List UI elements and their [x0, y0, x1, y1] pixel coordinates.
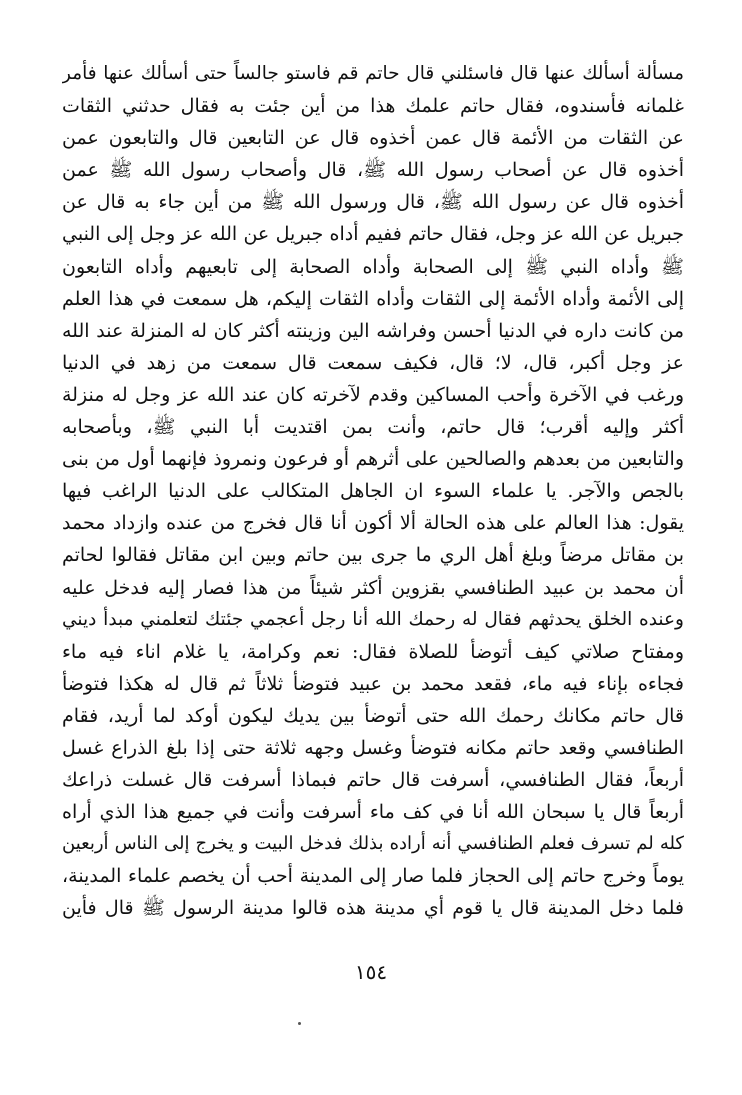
body-text	[62, 58, 684, 925]
text-line: أخذوه قال عن رسول الله ﷺ، قال ورسول الله ﷺ من أين جاء به قال عن	[62, 191, 684, 214]
text-line: مسألة أسألك عنها قال فاسئلني قال حاتم قم فاستو جالساً حتى أسألك عنها فأمر	[62, 63, 684, 84]
text-line: بالجص والآجر. يا علماء السوء ان الجاهل المتكالب على الدنيا الراغب فيها	[62, 480, 684, 503]
text-line: إلى الأئمة وأداه الأئمة إلى الثقات وأداه الثقات إليكم، هل سمعت في هذا العلم	[62, 287, 684, 310]
text-line: كله لم تسرف فعلم الطنافسي أنه أراده بذلك فدخل البيت و يخرج إلى الناس أربعين	[62, 833, 684, 855]
text-line: فجاءه بإناء فيه ماء، فقعد محمد بن عبيد فتوضأ ثلاثاً ثم قال له هكذا فتوضأ	[62, 672, 684, 695]
text-line: يقول: هذا العالم على هذه الحالة ألا أكون أنا قال فخرج من عنده وازداد محمد	[62, 512, 684, 535]
text-line: أن محمد بن عبيد الطنافسي بقزوين أكثر شيئاً من هذا فصار إليه فدخل عليه	[62, 576, 684, 599]
text-line: جبريل عن الله عز وجل، فقال حاتم ففيم أداه جبريل عن الله عز وجل إلى النبي	[62, 223, 684, 246]
page-number: ١٥٤	[354, 960, 388, 984]
text-line: قال حاتم مكانك رحمك الله حتى أتوضأ بين يديك ليكون أوكد لما أريد، فقام	[62, 704, 684, 727]
scan-speck	[298, 1022, 301, 1025]
text-line: بن مقاتل مرضاً وبلغ أهل الري ما جرى بين حاتم وبين ابن مقاتل فقالوا لحاتم	[62, 544, 684, 567]
text-line: عن الثقات من الأئمة قال عمن أخذوه قال عن التابعين قال والتابعون عمن	[62, 127, 684, 150]
text-line: عز وجل أكبر، قال، لا؛ قال، فكيف سمعت قال سمعت من زهد في الدنيا	[62, 351, 684, 374]
text-line: أربعاً، فقال الطنافسي، أسرفت قال حاتم فبماذا أسرفت قال غسلت ذراعك	[62, 769, 684, 792]
text-line: أربعاً قال يا سبحان الله أنا في كف ماء أسرفت وأنت في جميع هذا الذي أراه	[62, 801, 684, 824]
text-line: من كانت داره في الدنيا أحسن وفراشه الين وزينته أكثر كان له المنزلة عند الله	[62, 319, 684, 342]
text-line: فلما دخل المدينة قال يا قوم أي مدينة هذه قالوا مدينة الرسول ﷺ قال فأين	[62, 897, 684, 920]
text-line: ورغب في الآخرة وأحب المساكين وقدم لآخرته كان عند الله عز وجل له منزلة	[62, 383, 684, 406]
text-line: غلمانه فأسندوه، فقال حاتم علمك هذا من أين جئت به فقال حدثني الثقات	[62, 95, 684, 118]
text-line: الطنافسي وقعد حاتم مكانه فتوضأ وغسل وجهه ثلاثة حتى إذا بلغ الذراع غسل	[62, 736, 684, 759]
text-line: ومفتاح صلاتي كيف أتوضأ للصلاة فقال: نعم وكرامة، يا غلام اناء فيه ماء	[62, 640, 684, 663]
text-line: يوماً وخرج حاتم إلى الحجاز فلما صار إلى المدينة أحب أن يخصم علماء المدينة،	[62, 865, 684, 888]
text-line: ﷺ وأداه النبي ﷺ إلى الصحابة وأداه الصحابة إلى تابعيهم وأداه التابعون	[62, 255, 684, 278]
text-line: والتابعين من بعدهم والصالحين على أثرهم أو فرعون ونمروذ فإنهما أول من بنى	[62, 448, 684, 471]
text-line: أكثر وإليه أقرب؛ قال حاتم، وأنت بمن اقتديت أبا النبي ﷺ، وبأصحابه	[62, 416, 684, 439]
text-line: وعنده الخلق يحدثهم فقال له رحمك الله أنا رجل أعجمي جئتك لتعلمني مبدأ ديني	[62, 608, 684, 630]
text-line: أخذوه قال عن أصحاب رسول الله ﷺ، قال وأصحاب رسول الله ﷺ عمن	[62, 159, 684, 182]
